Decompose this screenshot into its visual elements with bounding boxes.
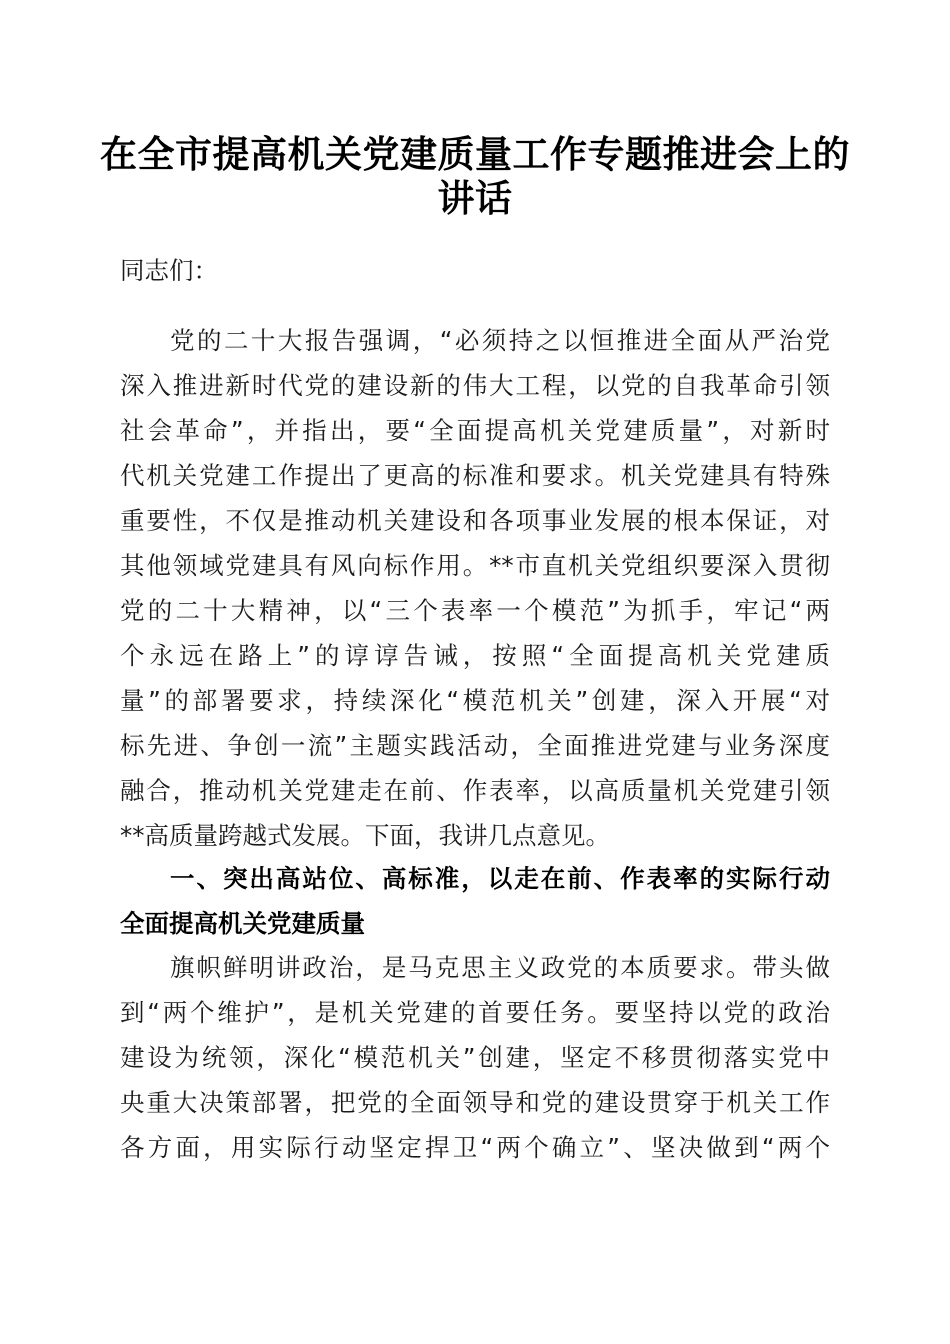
- paragraph-line: 标先进、争创一流”主题实践活动，全面推进党建与业务深度: [120, 731, 830, 760]
- title-line-1: 在全市提高机关党建质量工作专题推进会上的: [100, 132, 850, 176]
- paragraph-line: 旗帜鲜明讲政治，是马克思主义政党的本质要求。带头做: [170, 953, 830, 982]
- paragraph-line: 社会革命”，并指出，要“全面提高机关党建质量”，对新时: [120, 416, 830, 445]
- salutation: [120, 248, 830, 293]
- section-heading-line: 一、突出高站位、高标准，以走在前、作表率的实际行动: [170, 864, 830, 893]
- paragraph-line: 重要性，不仅是推动机关建设和各项事业发展的根本保证，对: [120, 506, 830, 535]
- paragraph-section-1: [120, 945, 830, 1170]
- section-heading-line: 全面提高机关党建质量: [120, 909, 365, 938]
- paragraph-line: 其他领域党建具有风向标作用。**市直机关党组织要深入贯彻: [120, 551, 830, 580]
- paragraph-line: 党的二十大精神，以“三个表率一个模范”为抓手，牢记“两: [120, 596, 830, 625]
- document-title: [100, 132, 850, 220]
- paragraph-line: 融合，推动机关党建走在前、作表率，以高质量机关党建引领: [120, 776, 830, 805]
- paragraph-line: 代机关党建工作提出了更高的标准和要求。机关党建具有特殊: [120, 461, 830, 490]
- paragraph-line: 各方面，用实际行动坚定捍卫“两个确立”、坚决做到“两个: [120, 1133, 830, 1162]
- title-line-2: 讲话: [437, 176, 513, 220]
- salutation-text: 同志们：: [120, 256, 218, 285]
- paragraph-line: 个永远在路上”的谆谆告诫，按照“全面提高机关党建质: [120, 641, 830, 670]
- paragraph-line: 建设为统领，深化“模范机关”创建，坚定不移贯彻落实党中: [120, 1043, 830, 1072]
- section-heading-1: [120, 856, 830, 946]
- paragraph-line: 央重大决策部署，把党的全面领导和党的建设贯穿于机关工作: [120, 1088, 830, 1117]
- paragraph-line: 到“两个维护”，是机关党建的首要任务。要坚持以党的政治: [120, 998, 830, 1027]
- paragraph-line: **高质量跨越式发展。下面，我讲几点意见。: [120, 821, 610, 850]
- paragraph-line: 量”的部署要求，持续深化“模范机关”创建，深入开展“对: [120, 686, 830, 715]
- paragraph-line: 深入推进新时代党的建设新的伟大工程，以党的自我革命引领: [120, 371, 830, 400]
- paragraph-intro: [120, 318, 830, 858]
- paragraph-line: 党的二十大报告强调，“必须持之以恒推进全面从严治党: [170, 326, 830, 355]
